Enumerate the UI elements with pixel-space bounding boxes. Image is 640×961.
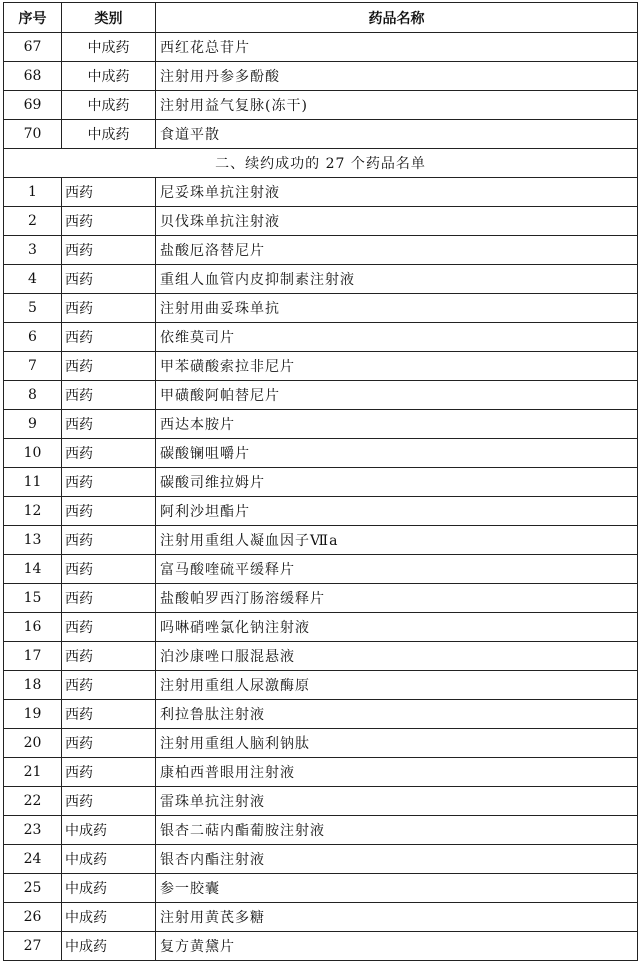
table-row (4, 352, 638, 381)
table-row (4, 526, 638, 555)
row-seq: 23 (4, 816, 62, 845)
row-drug-name: 注射用丹参多酚酸 (156, 62, 638, 91)
row-drug-name: 注射用重组人凝血因子Ⅶa (156, 526, 638, 555)
row-category: 西药 (62, 178, 156, 207)
row-category: 中成药 (62, 120, 156, 149)
drug-list-table (3, 2, 638, 961)
row-category: 中成药 (62, 91, 156, 120)
row-drug-name: 依维莫司片 (156, 323, 638, 352)
row-category: 中成药 (62, 62, 156, 91)
group2-rows (4, 178, 638, 961)
row-drug-name: 碳酸司维拉姆片 (156, 468, 638, 497)
row-seq: 24 (4, 845, 62, 874)
row-category: 西药 (62, 352, 156, 381)
row-seq: 6 (4, 323, 62, 352)
table-row (4, 671, 638, 700)
table-row (4, 787, 638, 816)
row-category: 西药 (62, 294, 156, 323)
row-drug-name: 甲磺酸阿帕替尼片 (156, 381, 638, 410)
table-row (4, 294, 638, 323)
row-category: 西药 (62, 642, 156, 671)
table-row (4, 642, 638, 671)
table-row (4, 816, 638, 845)
row-drug-name: 康柏西普眼用注射液 (156, 758, 638, 787)
row-category: 西药 (62, 584, 156, 613)
table-row (4, 62, 638, 91)
table-row (4, 91, 638, 120)
table-row (4, 758, 638, 787)
header-name: 药品名称 (156, 3, 638, 33)
row-seq: 2 (4, 207, 62, 236)
row-drug-name: 利拉鲁肽注射液 (156, 700, 638, 729)
row-category: 中成药 (62, 845, 156, 874)
row-seq: 27 (4, 932, 62, 961)
table-row (4, 932, 638, 961)
row-seq: 68 (4, 62, 62, 91)
row-drug-name: 西红花总苷片 (156, 33, 638, 62)
table-row (4, 468, 638, 497)
row-drug-name: 富马酸喹硫平缓释片 (156, 555, 638, 584)
row-drug-name: 重组人血管内皮抑制素注射液 (156, 265, 638, 294)
row-category: 西药 (62, 410, 156, 439)
row-seq: 1 (4, 178, 62, 207)
row-drug-name: 泊沙康唑口服混悬液 (156, 642, 638, 671)
table-row (4, 178, 638, 207)
row-category: 西药 (62, 700, 156, 729)
row-drug-name: 注射用益气复脉(冻干) (156, 91, 638, 120)
row-seq: 20 (4, 729, 62, 758)
row-category: 西药 (62, 729, 156, 758)
row-seq: 19 (4, 700, 62, 729)
row-drug-name: 银杏二萜内酯葡胺注射液 (156, 816, 638, 845)
row-drug-name: 雷珠单抗注射液 (156, 787, 638, 816)
section-title: 二、续约成功的 27 个药品名单 (4, 149, 638, 178)
row-category: 西药 (62, 236, 156, 265)
row-drug-name: 阿利沙坦酯片 (156, 497, 638, 526)
row-seq: 70 (4, 120, 62, 149)
row-drug-name: 注射用重组人脑利钠肽 (156, 729, 638, 758)
row-category: 西药 (62, 265, 156, 294)
row-drug-name: 西达本胺片 (156, 410, 638, 439)
row-category: 西药 (62, 497, 156, 526)
row-drug-name: 注射用曲妥珠单抗 (156, 294, 638, 323)
group1-rows (4, 33, 638, 149)
row-seq: 12 (4, 497, 62, 526)
row-seq: 22 (4, 787, 62, 816)
row-seq: 13 (4, 526, 62, 555)
row-seq: 4 (4, 265, 62, 294)
row-category: 中成药 (62, 932, 156, 961)
row-category: 西药 (62, 613, 156, 642)
row-category: 西药 (62, 207, 156, 236)
table-row (4, 845, 638, 874)
header-category: 类别 (62, 3, 156, 33)
table-row (4, 903, 638, 932)
table-row (4, 497, 638, 526)
row-seq: 5 (4, 294, 62, 323)
row-drug-name: 盐酸厄洛替尼片 (156, 236, 638, 265)
row-seq: 9 (4, 410, 62, 439)
row-seq: 69 (4, 91, 62, 120)
row-category: 西药 (62, 439, 156, 468)
table-row (4, 120, 638, 149)
table-row (4, 265, 638, 294)
row-seq: 3 (4, 236, 62, 265)
row-seq: 14 (4, 555, 62, 584)
row-seq: 10 (4, 439, 62, 468)
row-drug-name: 贝伐珠单抗注射液 (156, 207, 638, 236)
row-drug-name: 注射用重组人尿激酶原 (156, 671, 638, 700)
row-category: 中成药 (62, 816, 156, 845)
row-drug-name: 注射用黄芪多糖 (156, 903, 638, 932)
table-row (4, 584, 638, 613)
table-row (4, 613, 638, 642)
row-category: 西药 (62, 381, 156, 410)
row-category: 西药 (62, 787, 156, 816)
table-row (4, 700, 638, 729)
row-category: 中成药 (62, 874, 156, 903)
row-drug-name: 银杏内酯注射液 (156, 845, 638, 874)
row-seq: 15 (4, 584, 62, 613)
row-category: 西药 (62, 468, 156, 497)
row-category: 西药 (62, 555, 156, 584)
row-seq: 17 (4, 642, 62, 671)
row-category: 西药 (62, 323, 156, 352)
row-category: 中成药 (62, 903, 156, 932)
row-drug-name: 甲苯磺酸索拉非尼片 (156, 352, 638, 381)
table-row (4, 410, 638, 439)
section-row (4, 149, 638, 178)
table-row (4, 381, 638, 410)
table-row (4, 555, 638, 584)
row-seq: 11 (4, 468, 62, 497)
row-seq: 21 (4, 758, 62, 787)
table-row (4, 874, 638, 903)
row-seq: 25 (4, 874, 62, 903)
table-header-row (4, 3, 638, 33)
table-row (4, 439, 638, 468)
row-seq: 8 (4, 381, 62, 410)
row-drug-name: 复方黄黛片 (156, 932, 638, 961)
table-row (4, 207, 638, 236)
table-row (4, 33, 638, 62)
table-row (4, 323, 638, 352)
header-seq: 序号 (4, 3, 62, 33)
row-category: 西药 (62, 671, 156, 700)
row-category: 中成药 (62, 33, 156, 62)
row-category: 西药 (62, 758, 156, 787)
table-row (4, 236, 638, 265)
row-drug-name: 尼妥珠单抗注射液 (156, 178, 638, 207)
row-drug-name: 盐酸帕罗西汀肠溶缓释片 (156, 584, 638, 613)
row-drug-name: 吗啉硝唑氯化钠注射液 (156, 613, 638, 642)
row-category: 西药 (62, 526, 156, 555)
table-row (4, 729, 638, 758)
row-seq: 7 (4, 352, 62, 381)
row-drug-name: 参一胶囊 (156, 874, 638, 903)
row-seq: 26 (4, 903, 62, 932)
row-seq: 16 (4, 613, 62, 642)
row-drug-name: 碳酸镧咀嚼片 (156, 439, 638, 468)
row-seq: 18 (4, 671, 62, 700)
row-drug-name: 食道平散 (156, 120, 638, 149)
row-seq: 67 (4, 33, 62, 62)
